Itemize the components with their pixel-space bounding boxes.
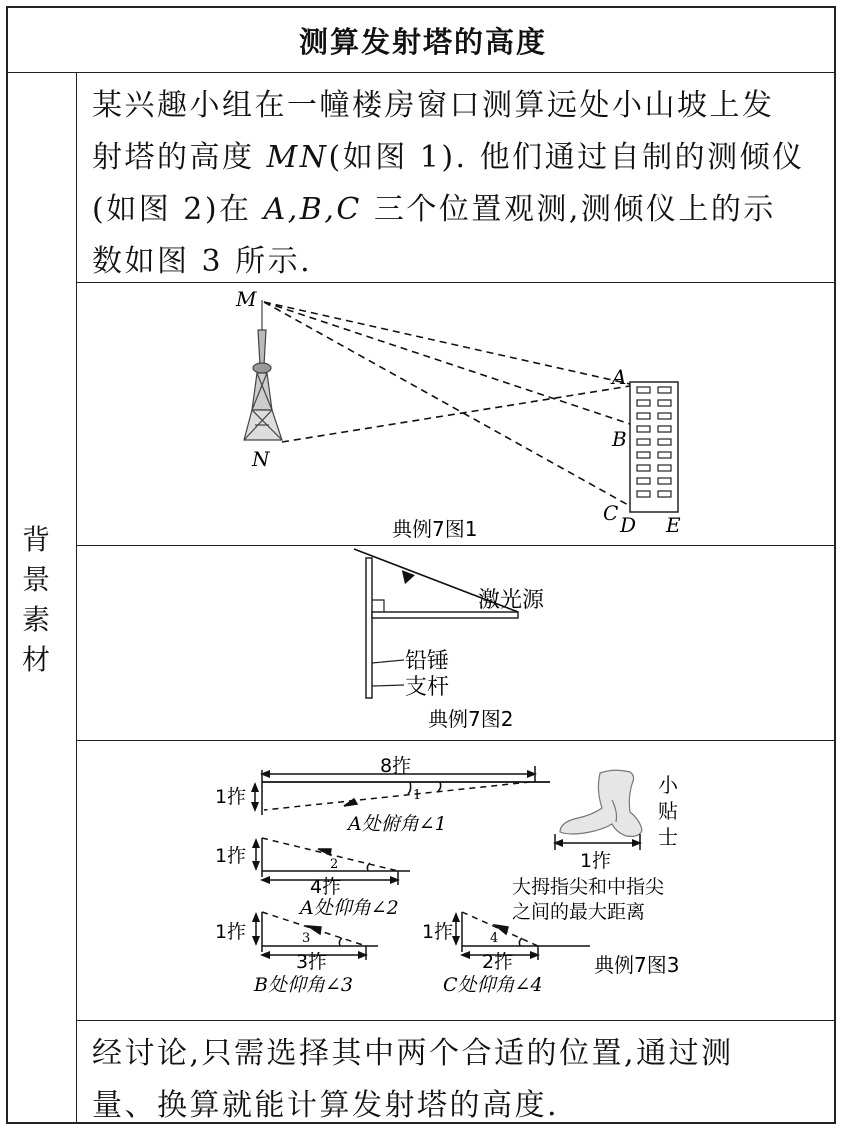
conclusion-line-2: 量、换算就能计算发射塔的高度. [92, 1088, 560, 1123]
figure-3-caption: 典例7图3 [594, 953, 680, 977]
b-elevation-caption: B处仰角∠3 [254, 974, 353, 996]
b-elevation-angle-mark: 3 [302, 931, 311, 946]
intro-line-1: 某兴趣小组在一幢楼房窗口测算远处小山坡上发 [92, 88, 775, 123]
label-d: D [620, 513, 637, 537]
label-e: E [666, 513, 681, 537]
figure-2-caption: 典例7图2 [428, 707, 514, 731]
c-elevation-angle-mark: 4 [490, 931, 499, 946]
a-elevation-side-label: 1拃 [215, 845, 247, 867]
figure-2 [354, 549, 545, 731]
tip-title-char: 小 [658, 773, 678, 797]
tip-title-char: 贴 [658, 799, 678, 823]
intro-line-3: (如图 2)在 A,B,C 三个位置观测,测倾仪上的示 [92, 192, 776, 227]
label-m: M [236, 287, 257, 311]
var-mn: MN [266, 140, 329, 175]
label-b: B [612, 427, 627, 451]
c-elevation-bottom-label: 2拃 [482, 951, 514, 973]
side-label-char: 素 [21, 603, 50, 636]
tip-line-2: 之间的最大距离 [512, 901, 646, 923]
side-label-char: 材 [21, 643, 50, 676]
a-depression-caption: A处俯角∠1 [348, 813, 447, 835]
rod-label: 支杆 [405, 675, 450, 700]
label-a: A [612, 365, 627, 389]
hand-sketch [560, 770, 642, 836]
tower-drawing [244, 300, 282, 440]
a-depression-angle-mark: 1 [413, 788, 422, 803]
conclusion-line-1: 经讨论,只需选择其中两个合适的位置,通过测 [92, 1036, 734, 1071]
laser-arrow [398, 570, 415, 586]
a-elevation-bottom-label: 4拃 [310, 876, 342, 898]
figure-1-caption: 典例7图1 [392, 517, 478, 541]
var-abc: A,B,C [263, 192, 362, 227]
tip-span-label: 1拃 [580, 850, 612, 872]
a-elevation-angle-mark: 2 [330, 857, 339, 872]
side-label-char: 背 [21, 523, 50, 556]
laser-source-label: 激光源 [478, 588, 545, 613]
intro-line-4: 数如图 3 所示. [92, 244, 313, 279]
side-label-char: 景 [21, 563, 50, 596]
sight-lines [264, 302, 630, 506]
a-depression-side-label: 1拃 [215, 786, 247, 808]
plumb-label: 铅锤 [405, 649, 450, 674]
intro-line-2: 射塔的高度 MN(如图 1). 他们通过自制的测倾仪 [92, 140, 805, 175]
c-elevation-caption: C处仰角∠4 [443, 974, 543, 996]
b-elevation-bottom-label: 3拃 [296, 951, 328, 973]
page-title: 测算发射塔的高度 [298, 25, 547, 59]
c-elevation-side-label: 1拃 [422, 921, 454, 943]
a-depression-top-label: 8拃 [380, 755, 412, 777]
label-n: N [252, 447, 270, 471]
label-c: C [603, 501, 619, 525]
right-angle-mark [372, 600, 384, 612]
tip-line-1: 大拇指尖和中指尖 [512, 876, 665, 898]
support-rod [366, 558, 372, 698]
figure-1 [235, 287, 681, 541]
b-elevation-side-label: 1拃 [215, 921, 247, 943]
tip-title-char: 士 [658, 825, 678, 849]
a-elevation-caption: A处仰角∠2 [300, 897, 399, 919]
